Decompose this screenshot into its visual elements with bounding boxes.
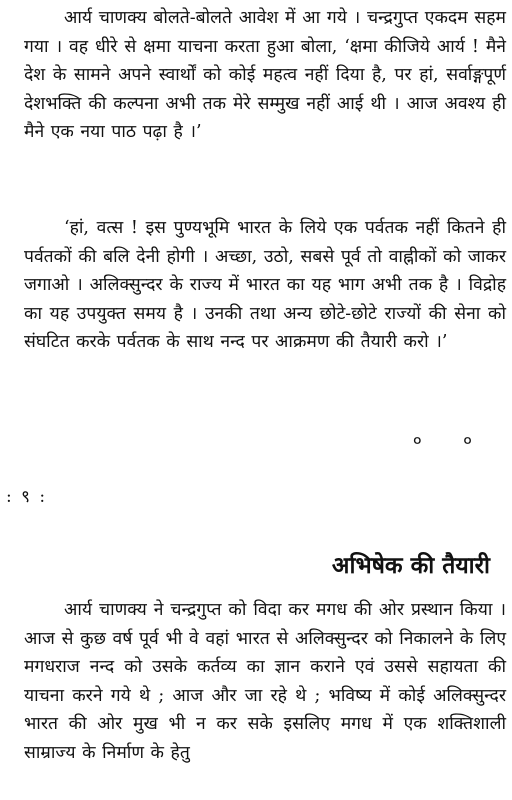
chapter-number: : ९ : [6,487,48,507]
paragraph-2: ‘हां, वत्स ! इस पुण्यभूमि भारत के लिये एक पर्वतक नहीं कितने ही पर्वतकों की बलि देनी होगी । अच्छा, उठो, सबसे पूर्व तो वाह्नीकों को जाकर जगाओ । अलिक्सुन्दर के राज्य में भारत का यह भाग अभी तक है । विद्रोह का यह उपयुक्त समय है । उनकी तथा अन्य छोटे-छोटे राज्यों की सेना को संघटित करके पर्वतक के साथ नन्द पर आक्रमण की तैयारी करो ।’ [24,218,506,352]
paragraph-1: आर्य चाणक्य बोलते-बोलते आवेश में आ गये । चन्द्रगुप्त एकदम सहम गया । वह धीरे से क्षमा याचना करता हुआ बोला, ‘क्षमा कीजिये आर्य ! मैने देश के सामने अपने स्वार्थों को कोई महत्व नहीं दिया है, पर हां, सर्वाङ्गपूर्ण देशभक्ति की कल्पना अभी तक मेरे सम्मुख नहीं आई थी । आज अवश्य ही मैने एक नया पाठ पढ़ा है ।’ [24,8,506,142]
chapter-title: अभिषेक की तैयारी [331,552,490,579]
paragraph-3: आर्य चाणक्य ने चन्द्रगुप्त को विदा कर मगध की ओर प्रस्थान किया । आज से कुछ वर्ष पूर्व भी वे वहां भारत से अलिक्सुन्दर को निकालने के लिए मगधराज नन्द को उसके कर्तव्य का ज्ञान कराने एवं उससे सहायता की याचना करने गये थे ; आज और जा रहे थे ; भविष्य में कोई अलिक्सुन्दर भारत की ओर मुख भी न कर सके इसलिए मगध में एक शक्तिशाली साम्राज्य के निर्माण के हेतु [24,600,506,763]
section-separator: ० ० [412,431,490,451]
